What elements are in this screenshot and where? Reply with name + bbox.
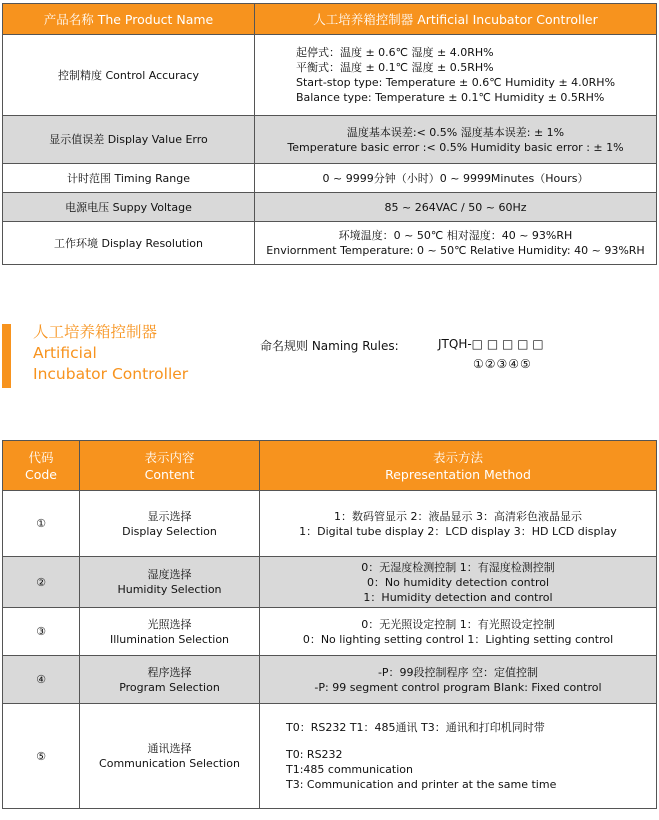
method-line: T3: Communication and printer at the same time — [286, 778, 557, 791]
header-content-en: Content — [144, 466, 195, 482]
spec-value-line: Balance type: Temperature ± 0.1℃ Humidity ± 0.5RH% — [295, 91, 605, 104]
accent-bar — [2, 324, 11, 388]
spec-label: 显示值误差 Display Value Erro — [3, 116, 255, 164]
method-line: -P：99段控制程序 空：定值控制 — [377, 665, 539, 679]
naming-code: JTQH-□ □ □ □ □ — [438, 337, 544, 351]
spec-table — [2, 3, 657, 265]
brand-title — [33, 322, 188, 385]
spec-table-header — [3, 4, 657, 35]
content-en: Humidity Selection — [117, 583, 222, 596]
spec-value: 85 ~ 264VAC / 50 ~ 60Hz — [255, 193, 657, 222]
content-cn: 程序选择 — [147, 665, 192, 679]
code-number: ③ — [3, 608, 80, 656]
spec-row-accuracy — [3, 35, 657, 116]
spec-value-line: 起停式：温度 ± 0.6℃ 湿度 ± 4.0RH% — [295, 46, 494, 59]
code-number: ② — [3, 557, 80, 608]
code-number: ④ — [3, 656, 80, 704]
spec-value-line: 环境温度：0 ~ 50℃ 相对湿度：40 ~ 93%RH — [338, 229, 573, 242]
code-number: ⑤ — [3, 704, 80, 809]
method-line: -P: 99 segment control program Blank: Fixed control — [314, 680, 602, 694]
content-cn: 湿度选择 — [147, 568, 192, 581]
method-line: 1：Digital tube display 2：LCD display 3：HD LCD display — [299, 524, 617, 538]
code-row-humidity — [3, 557, 657, 608]
spec-value — [255, 222, 657, 265]
code-row-illumination — [3, 608, 657, 656]
code-row-program — [3, 656, 657, 704]
spec-label: 计时范围 Timing Range — [3, 164, 255, 193]
spec-value-line: Start-stop type: Temperature ± 0.6℃ Humidity ± 4.0RH% — [295, 76, 616, 89]
code-content — [80, 704, 260, 809]
spec-value-line: 平衡式：温度 ± 0.1℃ 湿度 ± 0.5RH% — [295, 61, 494, 74]
naming-positions: ①②③④⑤ — [473, 357, 532, 371]
content-cn: 显示选择 — [147, 509, 192, 523]
content-en: Illumination Selection — [109, 632, 230, 646]
content-cn: 通讯选择 — [147, 742, 192, 755]
code-content — [80, 608, 260, 656]
content-en: Program Selection — [119, 680, 220, 694]
method-line: 0：No humidity detection control — [366, 575, 550, 589]
spec-value-line: Enviornment Temperature: 0 ~ 50℃ Relative Humidity: 40 ~ 93%RH — [266, 244, 645, 257]
method-line: 0：无光照设定控制 1：有光照设定控制 — [361, 617, 555, 631]
content-cn: 光照选择 — [147, 617, 192, 631]
header-method-en: Representation Method — [385, 466, 531, 482]
method-line: 0：无湿度检测控制 1：有湿度检测控制 — [361, 560, 555, 574]
header-product-value: 人工培养箱控制器 Artificial Incubator Controller — [255, 4, 657, 35]
brand-title-cn: 人工培养箱控制器 — [33, 323, 158, 341]
method-line: 0：No lighting setting control 1：Lighting setting control — [302, 632, 614, 646]
header-code-en: Code — [24, 466, 57, 482]
spec-value — [255, 116, 657, 164]
header-method-cn: 表示方法 — [432, 449, 483, 465]
code-content — [80, 491, 260, 557]
brand-title-en-1: Artificial — [33, 344, 97, 362]
code-row-display — [3, 491, 657, 557]
code-number: ① — [3, 491, 80, 557]
spec-value-line: Temperature basic error :< 0.5% Humidity basic error : ± 1% — [287, 140, 624, 154]
spec-row-environment — [3, 222, 657, 265]
spec-row-timing — [3, 164, 657, 193]
code-method — [260, 557, 657, 608]
spec-value — [255, 35, 657, 116]
spec-row-display-error — [3, 116, 657, 164]
naming-rules-label: 命名规则 Naming Rules: — [260, 339, 399, 353]
naming-section — [0, 318, 659, 398]
header-method — [260, 441, 657, 491]
brand-title-en-2: Incubator Controller — [33, 365, 189, 383]
method-line: T1:485 communication — [286, 763, 413, 776]
method-line: 1：Humidity detection and control — [363, 590, 553, 604]
spec-label: 电源电压 Suppy Voltage — [3, 193, 255, 222]
code-method — [260, 704, 657, 809]
content-en: Display Selection — [122, 524, 217, 538]
code-row-communication — [3, 704, 657, 809]
spec-label: 工作环境 Display Resolution — [3, 222, 255, 265]
spec-row-voltage — [3, 193, 657, 222]
method-line: T0: RS232 — [286, 748, 343, 761]
code-content — [80, 557, 260, 608]
code-method — [260, 608, 657, 656]
code-method — [260, 656, 657, 704]
code-table-header — [3, 441, 657, 491]
method-line: 1：数码管显示 2：液晶显示 3：高清彩色液晶显示 — [334, 509, 582, 523]
spec-label: 控制精度 Control Accuracy — [3, 35, 255, 116]
spec-value: 0 ~ 9999分钟（小时）0 ~ 9999Minutes（Hours） — [255, 164, 657, 193]
content-en: Communication Selection — [99, 757, 240, 770]
spacer — [286, 735, 656, 747]
header-content — [80, 441, 260, 491]
code-method — [260, 491, 657, 557]
code-table — [2, 440, 657, 809]
method-line: T0：RS232 T1：485通讯 T3：通讯和打印机同时带 — [286, 721, 545, 734]
spec-value-line: 温度基本误差:< 0.5% 湿度基本误差: ± 1% — [346, 125, 565, 139]
code-content — [80, 656, 260, 704]
header-content-cn: 表示内容 — [144, 449, 195, 465]
header-code — [3, 441, 80, 491]
header-code-cn: 代码 — [28, 449, 54, 465]
header-product-name: 产品名称 The Product Name — [3, 4, 255, 35]
